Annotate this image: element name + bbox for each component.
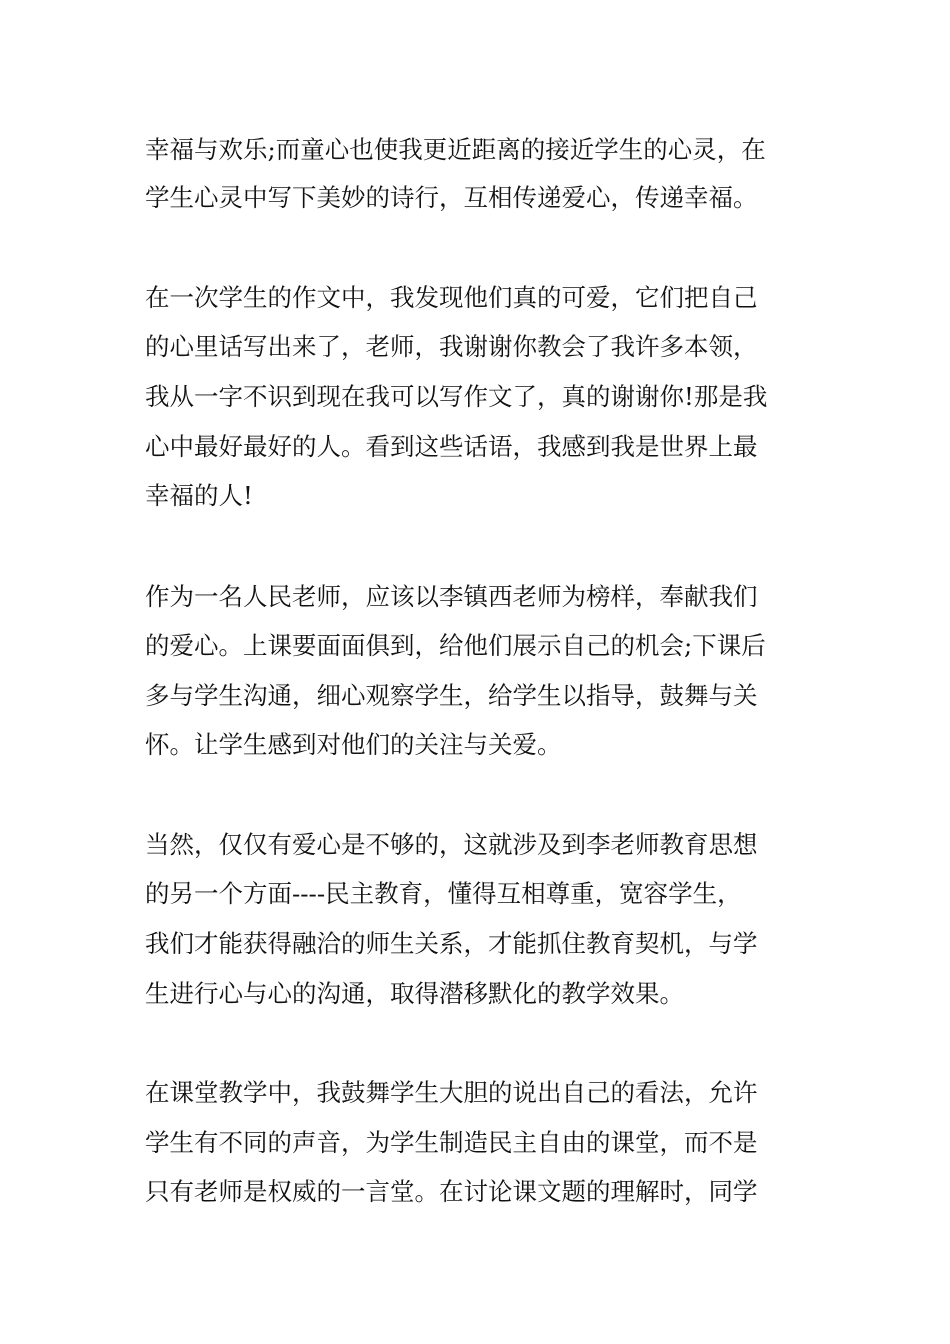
paragraph-1-line-2: 学生心灵中写下美妙的诗行，互相传递爱心，传递幸福。 (145, 183, 758, 212)
paragraph-2-line-5: 幸福的人! (145, 481, 253, 510)
paragraph-5-line-2: 学生有不同的声音，为学生制造民主自由的课堂，而不是 (145, 1128, 758, 1157)
paragraph-4-line-1: 当然，仅仅有爱心是不够的，这就涉及到李老师教育思想 (145, 830, 758, 859)
paragraph-3-line-3: 多与学生沟通，细心观察学生，给学生以指导，鼓舞与关 (145, 681, 758, 710)
paragraph-4-line-4: 生进行心与心的沟通，取得潜移默化的教学效果。 (145, 979, 684, 1008)
paragraph-5-line-1: 在课堂教学中，我鼓舞学生大胆的说出自己的看法，允许 (145, 1078, 758, 1107)
paragraph-3-line-4: 怀。让学生感到对他们的关注与关爱。 (145, 730, 562, 759)
paragraph-4-line-3: 我们才能获得融洽的师生关系，才能抓住教育契机，与学 (145, 929, 758, 958)
paragraph-1-line-1: 幸福与欢乐;而童心也使我更近距离的接近学生的心灵，在 (145, 135, 766, 164)
paragraph-4-line-2: 的另一个方面----民主教育，懂得互相尊重，宽容学生， (145, 879, 742, 908)
paragraph-3-line-1: 作为一名人民老师，应该以李镇西老师为榜样，奉献我们 (145, 582, 758, 611)
paragraph-2-line-2: 的心里话写出来了，老师，我谢谢你教会了我许多本领， (145, 332, 758, 361)
paragraph-2-line-1: 在一次学生的作文中，我发现他们真的可爱，它们把自己 (145, 283, 758, 312)
paragraph-5-line-3: 只有老师是权威的一言堂。在讨论课文题的理解时，同学 (145, 1177, 758, 1206)
paragraph-2-line-3: 我从一字不识到现在我可以写作文了，真的谢谢你!那是我 (145, 382, 768, 411)
paragraph-3-line-2: 的爱心。上课要面面俱到，给他们展示自己的机会;下课后 (145, 631, 766, 660)
paragraph-2-line-4: 心中最好最好的人。看到这些话语，我感到我是世界上最 (145, 432, 758, 461)
